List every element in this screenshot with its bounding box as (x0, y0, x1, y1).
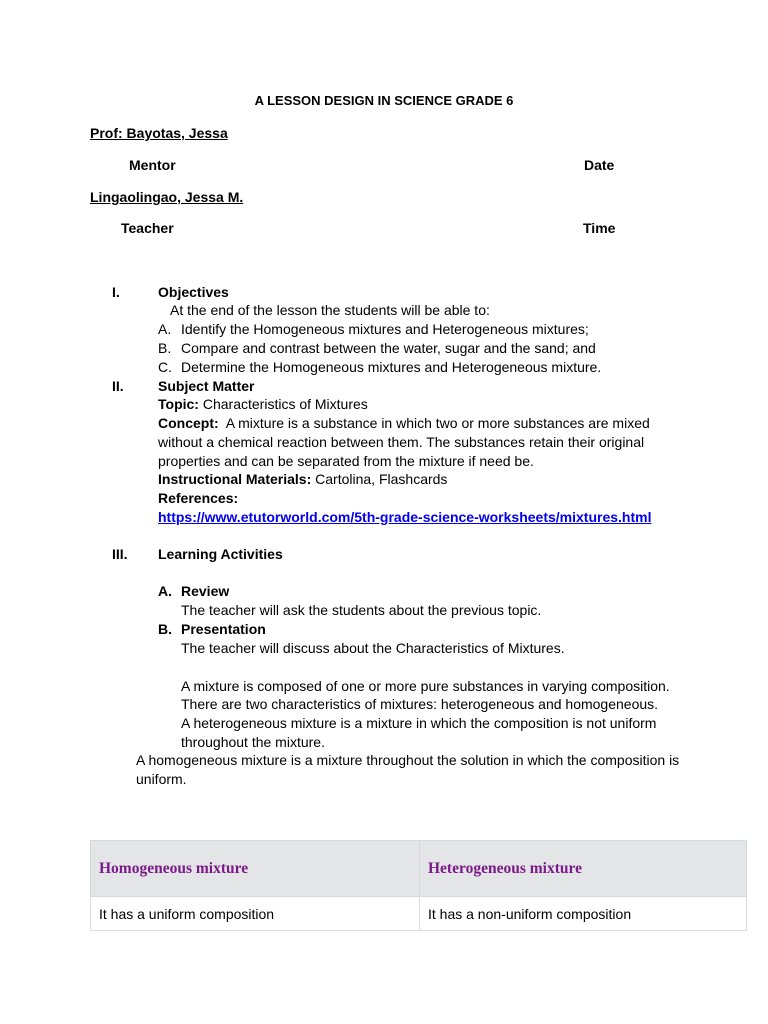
mixture-body-text: There are two characteristics of mixtures: heterogeneous and homogeneous. (181, 696, 659, 712)
presentation-text: The teacher will discuss about the Characteristics of Mixtures. (181, 640, 565, 656)
table-header-homogeneous: Homogeneous mixture (91, 841, 420, 897)
teacher-name: Lingaolingao, Jessa M. (90, 189, 244, 205)
teacher-label: Teacher (121, 220, 174, 236)
time-label: Time (583, 220, 616, 236)
concept-line (158, 415, 650, 431)
prof-name: Prof: Bayotas, Jessa (90, 125, 228, 141)
review-letter: A. (158, 583, 172, 599)
table-row (91, 897, 747, 931)
homogeneous-text: uniform. (136, 771, 187, 787)
table-cell: It has a non-uniform composition (420, 897, 747, 931)
references-label: References: (158, 490, 239, 506)
reference-link[interactable]: https://www.etutorworld.com/5th-grade-science-worksheets/mixtures.html (158, 509, 652, 525)
materials-label: Instructional Materials: (158, 471, 312, 487)
concept-text: without a chemical reaction between them. The substances retain their original (158, 434, 645, 450)
presentation-letter: B. (158, 621, 172, 637)
materials-value: Cartolina, Flashcards (315, 471, 448, 487)
objective-letter: A. (158, 321, 172, 337)
mixture-body-text: throughout the mixture. (181, 734, 325, 750)
mixture-body-text: A heterogeneous mixture is a mixture in which the composition is not uniform (181, 715, 657, 731)
concept-label: Concept: (158, 415, 219, 431)
homogeneous-text: A homogeneous mixture is a mixture throughout the solution in which the composition is (136, 752, 680, 768)
comparison-table (90, 840, 747, 931)
topic-value: Characteristics of Mixtures (202, 396, 368, 412)
objective-item: Determine the Homogeneous mixtures and Heterogeneous mixture. (181, 359, 602, 375)
section-numeral-3: III. (112, 546, 128, 562)
table-header-row (91, 841, 747, 897)
objectives-intro: At the end of the lesson the students will be able to: (170, 302, 490, 318)
mixture-body-text: A mixture is composed of one or more pure substances in varying composition. (181, 678, 670, 694)
document-title: A LESSON DESIGN IN SCIENCE GRADE 6 (254, 93, 514, 108)
objective-letter: B. (158, 340, 172, 356)
table-cell: It has a uniform composition (91, 897, 420, 931)
topic-line (158, 396, 368, 412)
objective-item: Compare and contrast between the water, sugar and the sand; and (181, 340, 596, 356)
review-text: The teacher will ask the students about the previous topic. (181, 602, 542, 618)
concept-text: A mixture is a substance in which two or more substances are mixed (225, 415, 650, 431)
section-numeral-2: II. (112, 378, 124, 394)
review-heading: Review (181, 583, 230, 599)
concept-text: properties and can be separated from the mixture if need be. (158, 453, 534, 469)
table-header-heterogeneous: Heterogeneous mixture (420, 841, 747, 897)
topic-label: Topic: (158, 396, 199, 412)
objective-item: Identify the Homogeneous mixtures and Heterogeneous mixtures; (181, 321, 589, 337)
objective-letter: C. (158, 359, 172, 375)
subject-matter-heading: Subject Matter (158, 378, 255, 394)
mentor-label: Mentor (129, 157, 176, 173)
learning-activities-heading: Learning Activities (158, 546, 283, 562)
materials-line (158, 471, 447, 487)
date-label: Date (584, 157, 615, 173)
section-numeral-1: I. (112, 284, 120, 300)
presentation-heading: Presentation (181, 621, 266, 637)
objectives-heading: Objectives (158, 284, 229, 300)
